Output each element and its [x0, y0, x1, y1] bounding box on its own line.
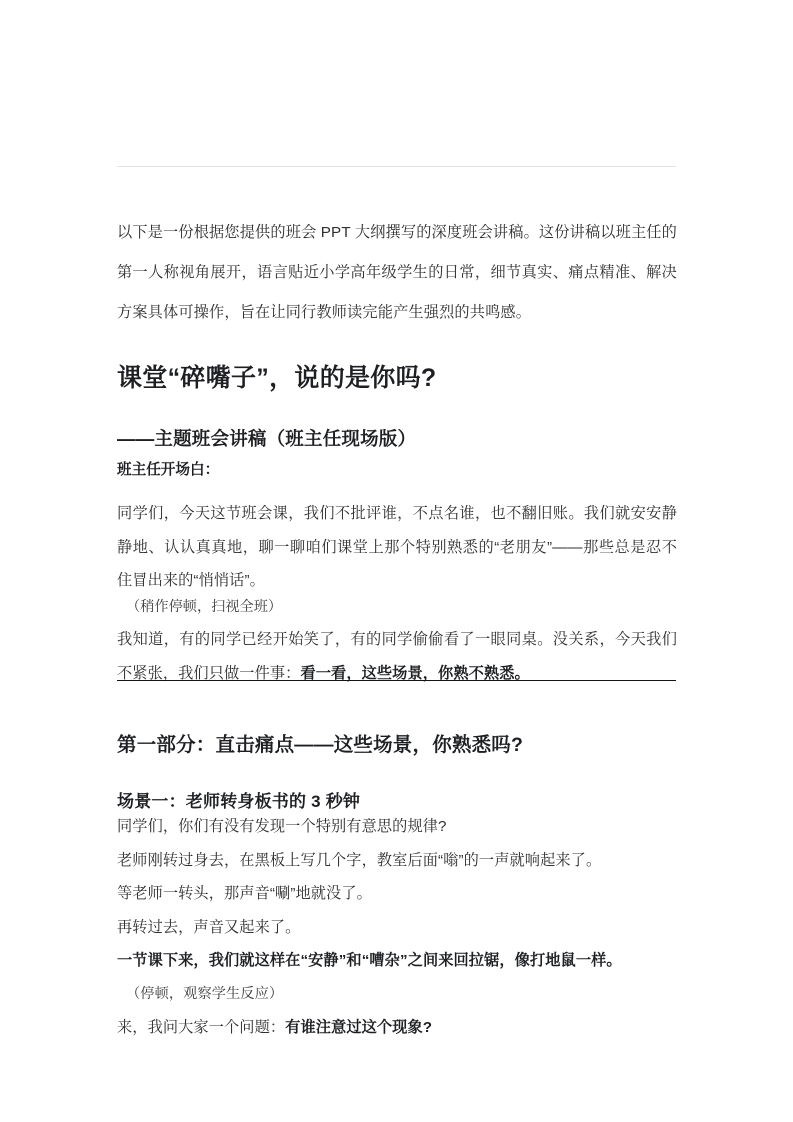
scene-line-emphasis: 一节课下来，我们就这样在“安静”和“嘈杂”之间来回拉锯，像打地鼠一样。 — [117, 952, 622, 969]
scene-closing-emphasis: 有谁注意过这个现象? — [285, 1019, 433, 1036]
stage-direction-1: （稍作停顿，扫视全班） — [126, 599, 283, 616]
scene-line: 等老师一转头，那声音“唰”地就没了。 — [117, 885, 372, 902]
scene-one-lines — [117, 810, 677, 1045]
scene-closing-line — [117, 1011, 677, 1045]
scene-line: 同学们，你们有没有发现一个特别有意思的规律? — [117, 818, 447, 835]
opening-label: 班主任开场白： — [117, 462, 220, 478]
intro-note: 以下是一份根据您提供的班会 PPT 大纲撰写的深度班会讲稿。这份讲稿以班主任的第一人称视角展开，语言贴近小学高年级学生的日常，细节真实、痛点精准、解决方案具体可操作，旨在让同行教师读完能产生强烈的共鸣感。 — [117, 224, 677, 322]
top-divider — [117, 166, 676, 167]
stage-direction-2: （停顿，观察学生反应） — [126, 985, 284, 1002]
part-one-heading: 第一部分：直击痛点——这些场景，你熟悉吗? — [117, 734, 524, 757]
opening-paragraph-2-emphasis: 看一看，这些场景，你熟不熟悉。 — [300, 664, 530, 682]
page-subtitle: ——主题班会讲稿（班主任现场版） — [117, 428, 417, 450]
scene-line: 老师刚转过身去，在黑板上写几个字，教室后面“嗡”的一声就响起来了。 — [117, 851, 602, 869]
scene-closing-plain: 来，我问大家一个问题： — [117, 1019, 286, 1036]
section-divider — [117, 680, 676, 681]
opening-paragraph: 同学们，今天这节班会课，我们不批评谁，不点名谁，也不翻旧账。我们就安安静静地、认认真真地，聊一聊咱们课堂上那个特别熟悉的“老朋友”——那些总是忍不住冒出来的“悄悄话”。 — [117, 505, 677, 590]
scene-one-heading: 场景一：老师转身板书的 3 秒钟 — [117, 792, 361, 811]
page-title: 课堂“碎嘴子”，说的是你吗? — [117, 363, 437, 392]
opening-paragraph-2-plain: 我知道，有的同学已经开始笑了，有的同学偷偷看了一眼同桌。没关系，今天我们不紧张，我们只做一件事： — [117, 631, 677, 682]
scene-line: 再转过去，声音又起来了。 — [117, 918, 301, 936]
